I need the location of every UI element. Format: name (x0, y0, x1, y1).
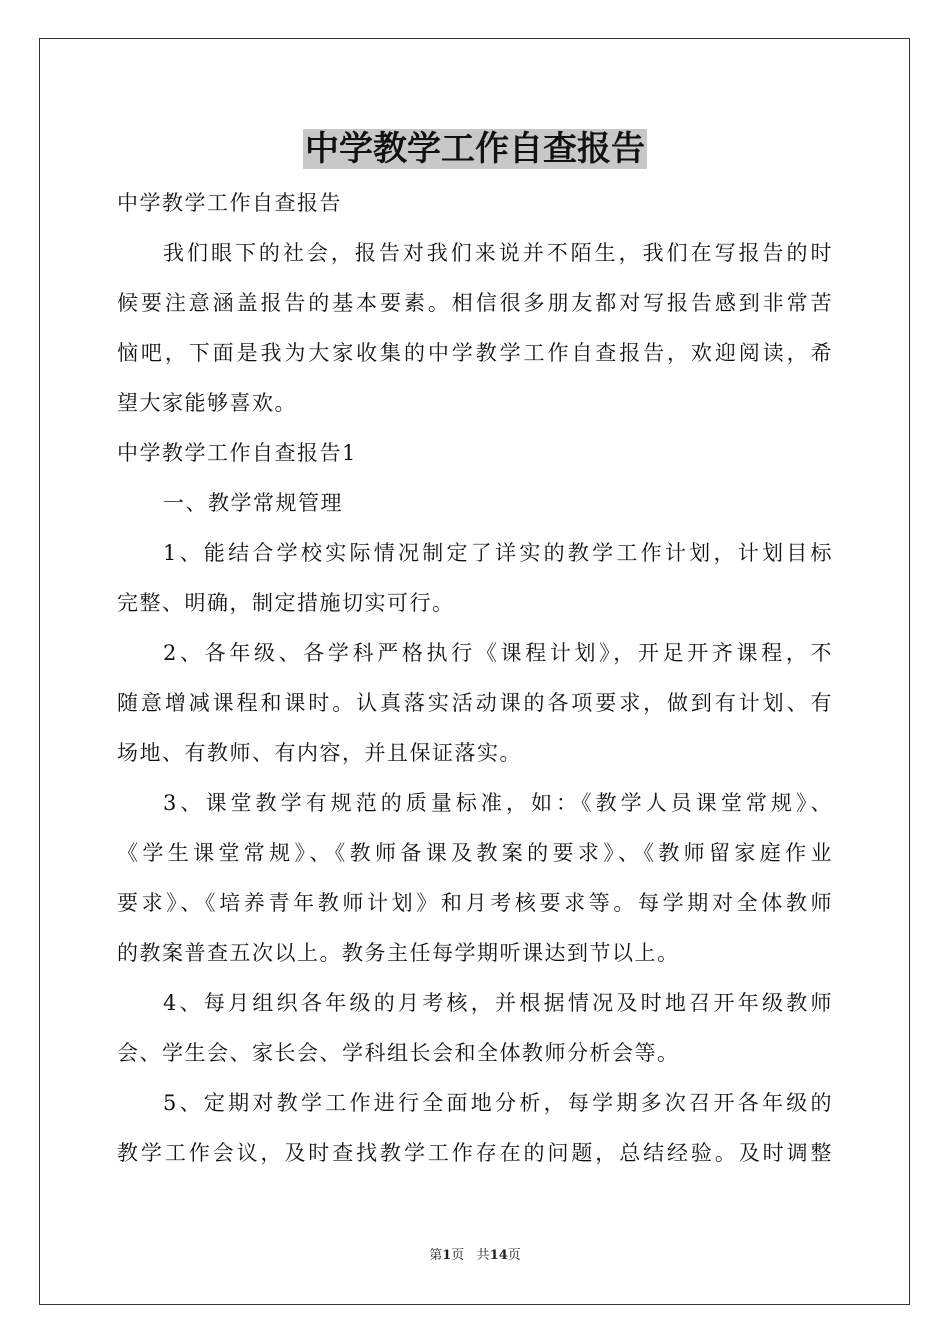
paragraph-line: 教学工作会议，及时查找教学工作存在的问题，总结经验。及时调整 (117, 1141, 833, 1165)
subtitle-line: 中学教学工作自查报告 (117, 191, 342, 215)
paragraph-line: 恼吧，下面是我为大家收集的中学教学工作自查报告，欢迎阅读，希 (117, 341, 833, 365)
paragraph-line: 望大家能够喜欢。 (117, 391, 297, 415)
section-heading: 中学教学工作自查报告1 (117, 441, 357, 465)
paragraph-line: 5、定期对教学工作进行全面地分析，每学期多次召开各年级的 (163, 1091, 833, 1115)
document-title (0, 126, 950, 172)
paragraph-line: 2、各年级、各学科严格执行《课程计划》，开足开齐课程，不 (163, 641, 833, 665)
document-title-text: 中学教学工作自查报告 (305, 129, 645, 169)
subsection-heading: 一、教学常规管理 (163, 491, 343, 515)
page-prefix: 第 (429, 1248, 443, 1263)
total-prefix: 共 (476, 1248, 490, 1263)
page-number: 1 (442, 1248, 452, 1263)
paragraph-line: 3、课堂教学有规范的质量标准，如：《教学人员课堂常规》、 (163, 791, 833, 815)
paragraph-line: 会、学生会、家长会、学科组长会和全体教师分析会等。 (117, 1041, 680, 1065)
paragraph-line: 4、每月组织各年级的月考核，并根据情况及时地召开年级教师 (163, 991, 833, 1015)
total-pages: 14 (489, 1248, 508, 1263)
paragraph-line: 我们眼下的社会，报告对我们来说并不陌生，我们在写报告的时 (163, 241, 833, 265)
paragraph-line: 1、能结合学校实际情况制定了详实的教学工作计划，计划目标 (163, 541, 833, 565)
paragraph-line: 完整、明确，制定措施切实可行。 (117, 591, 455, 615)
paragraph-line: 要求》、《培养青年教师计划》和月考核要求等。每学期对全体教师 (117, 891, 833, 915)
paragraph-line: 随意增减课程和课时。认真落实活动课的各项要求，做到有计划、有 (117, 691, 833, 715)
page-suffix: 页 (451, 1248, 465, 1263)
paragraph-line: 候要注意涵盖报告的基本要素。相信很多朋友都对写报告感到非常苦 (117, 291, 833, 315)
document-body (117, 178, 833, 1178)
page-footer (0, 1246, 950, 1266)
paragraph-line: 《学生课堂常规》、《教师备课及教案的要求》、《教师留家庭作业 (117, 841, 833, 865)
paragraph-line: 的教案普查五次以上。教务主任每学期听课达到节以上。 (117, 941, 680, 965)
total-suffix: 页 (507, 1248, 521, 1263)
paragraph-line: 场地、有教师、有内容，并且保证落实。 (117, 741, 522, 765)
